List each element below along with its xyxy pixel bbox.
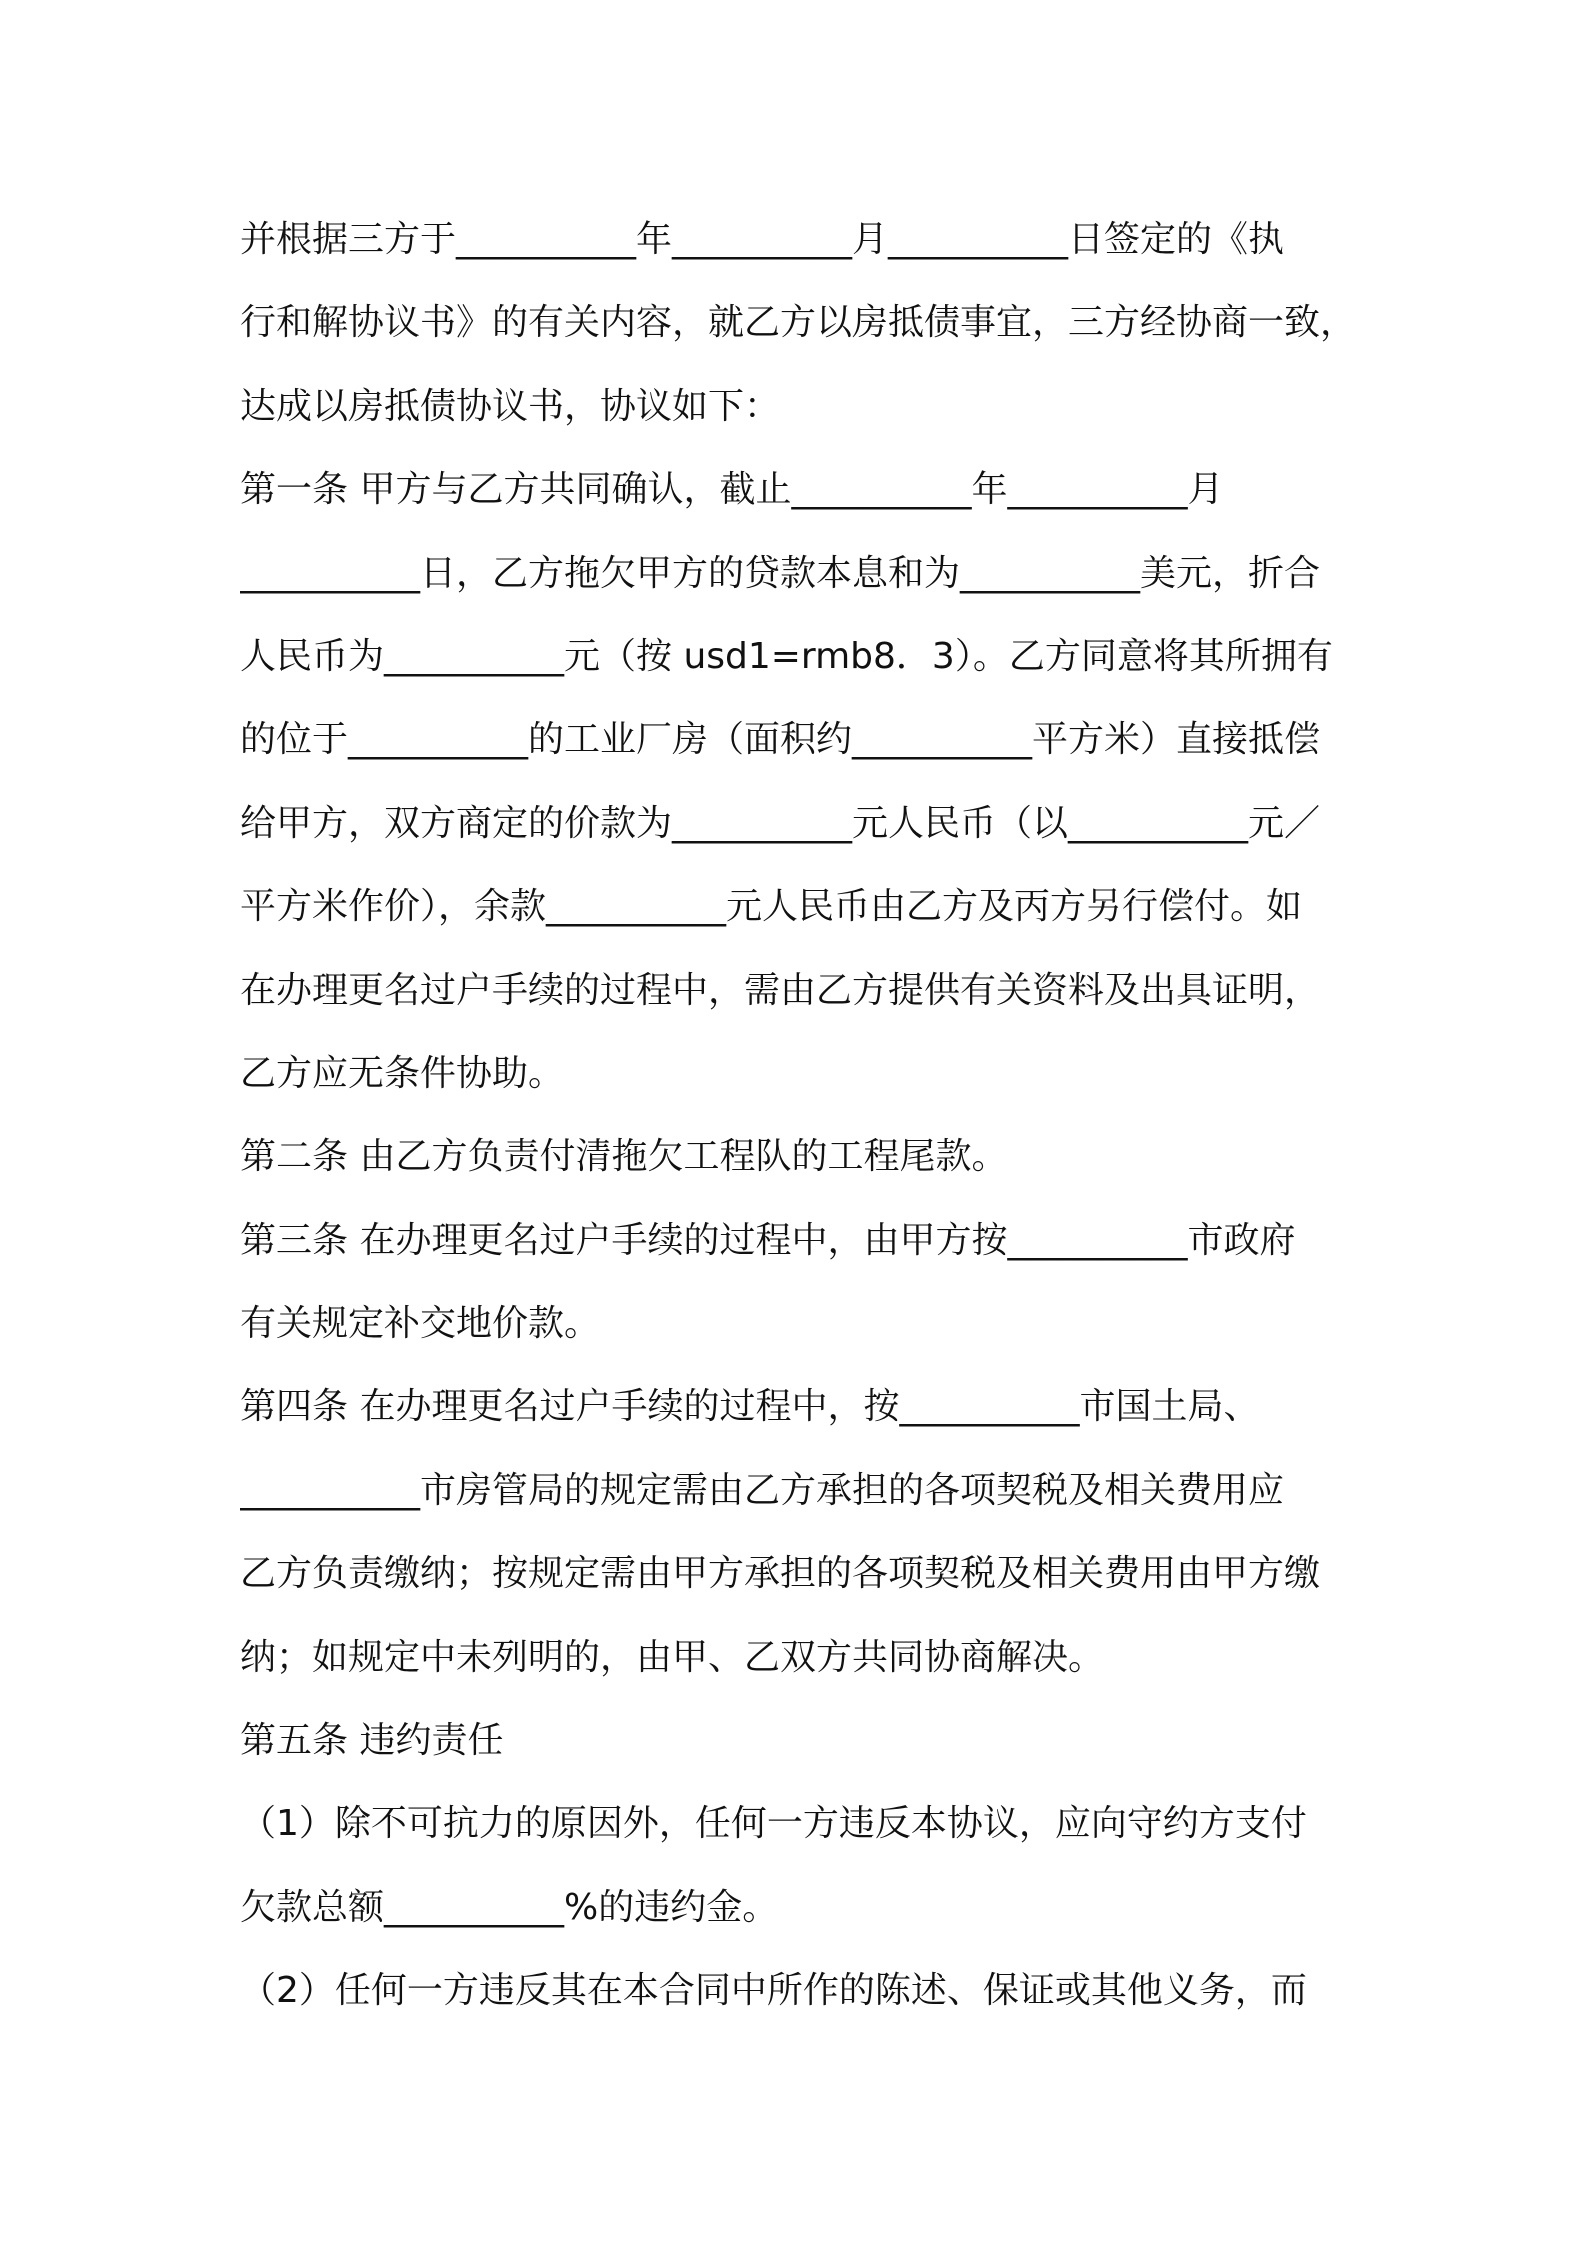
text-line: 有关规定补交地价款。	[240, 1303, 601, 1345]
text-line: 乙方应无条件协助。	[240, 1052, 565, 1094]
text-line: 纳；如规定中未列明的，由甲、乙双方共同协商解决。	[240, 1636, 1105, 1678]
article-1-heading-line: 第一条 甲方与乙方共同确认，截止__________年__________月	[240, 469, 1224, 511]
text-line: 平方米作价），余款__________元人民币由乙方及丙方另行偿付。如	[240, 886, 1303, 928]
text-line: 乙方负责缴纳；按规定需由甲方承担的各项契税及相关费用由甲方缴	[240, 1553, 1321, 1595]
article-3-line: 第三条 在办理更名过户手续的过程中，由甲方按__________市政府	[240, 1219, 1296, 1261]
text-line: 欠款总额__________%的违约金。	[240, 1886, 779, 1928]
text-line: 达成以房抵债协议书，协议如下：	[240, 385, 781, 427]
text-line: 行和解协议书》的有关内容，就乙方以房抵债事宜，三方经协商一致，	[240, 302, 1357, 344]
article-5-heading: 第五条 违约责任	[240, 1720, 504, 1762]
article-4-line: 第四条 在办理更名过户手续的过程中，按__________市国土局、	[240, 1386, 1260, 1428]
clause-1-line: （1）除不可抗力的原因外，任何一方违反本协议，应向守约方支付	[240, 1803, 1307, 1845]
text-line: 的位于__________的工业厂房（面积约__________平方米）直接抵偿	[240, 719, 1321, 761]
text-line: 人民币为__________元（按 usd1=rmb8．3）。乙方同意将其所拥有	[240, 635, 1333, 677]
text-line: 给甲方，双方商定的价款为__________元人民币（以__________元／	[240, 802, 1321, 844]
text-line: __________日，乙方拖欠甲方的贷款本息和为__________美元，折合	[240, 552, 1321, 594]
text-line: 在办理更名过户手续的过程中，需由乙方提供有关资料及出具证明，	[240, 969, 1321, 1011]
text-line: __________市房管局的规定需由乙方承担的各项契税及相关费用应	[240, 1469, 1285, 1511]
document-body	[240, 198, 1360, 2033]
article-2-line: 第二条 由乙方负责付清拖欠工程队的工程尾款。	[240, 1136, 1008, 1178]
text-line: 并根据三方于__________年__________月__________日签定的《执	[240, 219, 1285, 260]
clause-2-line: （2）任何一方违反其在本合同中所作的陈述、保证或其他义务，而	[240, 1970, 1307, 2012]
